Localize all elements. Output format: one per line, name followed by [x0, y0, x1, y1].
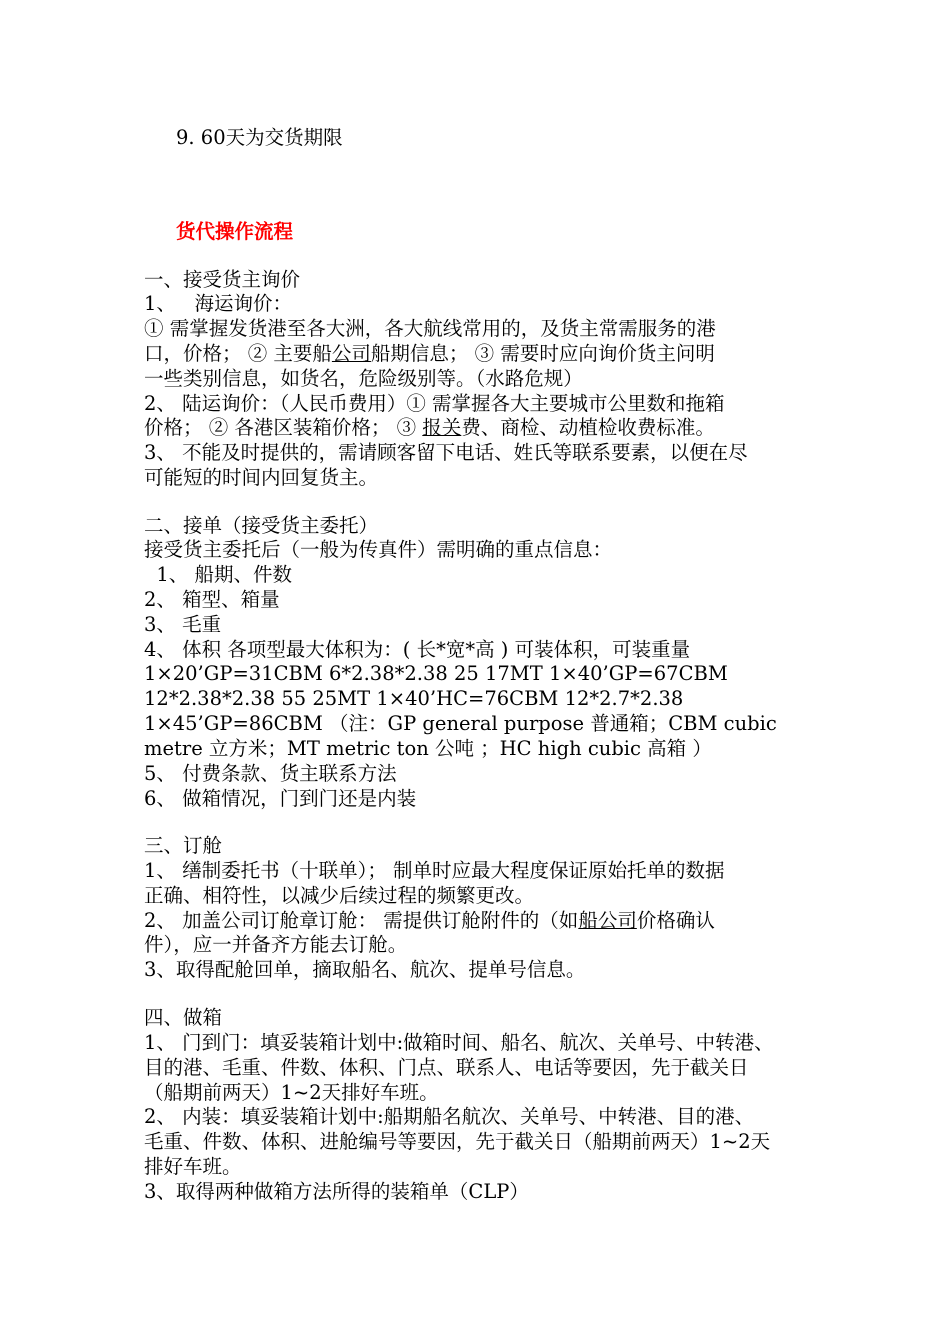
text-span: 价格； ② 各港区装箱价格； ③ — [144, 416, 423, 439]
list-item: 3、 毛重 — [144, 613, 222, 636]
text-span: 口，价格； ② 主要船 — [144, 342, 332, 365]
paragraph-line: 目的港、毛重、件数、体积、门点、联系人、电话等要因，先于截关日 — [144, 1056, 749, 1079]
list-item-9: 9. 60天为交货期限 — [176, 126, 343, 149]
paragraph-line — [144, 342, 715, 366]
paragraph-line: 3、取得配舱回单，摘取船名、航次、提单号信息。 — [144, 958, 586, 981]
list-item: 2、 箱型、箱量 — [144, 588, 280, 611]
paragraph-line: 1×20’GP=31CBM 6*2.38*2.38 25 17MT 1×40’GP=67CBM — [144, 662, 728, 685]
paragraph-line — [144, 416, 715, 440]
document-title: 货代操作流程 — [176, 220, 294, 243]
section-heading-3: 三、订舱 — [144, 834, 223, 857]
paragraph-line: 1×45’GP=86CBM （注：GP general purpose 普通箱；CBM cubic — [144, 712, 777, 735]
paragraph-line: 1、 门到门：填妥装箱计划中:做箱时间、船名、航次、关单号、中转港、 — [144, 1031, 774, 1054]
paragraph-line: 一些类别信息，如货名，危险级别等。（水路危规） — [144, 367, 583, 390]
text-span: 船期信息； ③ 需要时应向询价货主问明 — [370, 342, 715, 365]
paragraph-line: ① 需掌握发货港至各大洲，各大航线常用的，及货主常需服务的港 — [144, 317, 716, 340]
paragraph-line — [144, 909, 715, 933]
list-item: 4、 体积 各项型最大体积为：( 长*宽*高 ) 可装体积，可装重量 — [144, 638, 691, 661]
paragraph-line: 接受货主委托后（一般为传真件）需明确的重点信息： — [144, 538, 613, 561]
paragraph-line: 正确、相符性，以减少后续过程的频繁更改。 — [144, 884, 535, 907]
text-span: 2、 加盖公司订舱章订舱： 需提供订舱附件的（如 — [144, 909, 579, 932]
paragraph-line: 12*2.38*2.38 55 25MT 1×40’HC=76CBM 12*2.7*2.38 — [144, 687, 684, 710]
paragraph-line: 2、 陆运询价：（人民币费用）① 需掌握各大主要城市公里数和拖箱 — [144, 392, 725, 415]
underlined-term: 报关 — [422, 416, 462, 439]
paragraph-line: 可能短的时间内回复货主。 — [144, 466, 379, 489]
paragraph-line: 1、 缮制委托书（十联单）； 制单时应最大程度保证原始托单的数据 — [144, 859, 725, 882]
list-item: 1、 船期、件数 — [144, 563, 293, 586]
paragraph-line: （船期前两天）1~2天排好车班。 — [144, 1081, 439, 1104]
section-heading-4: 四、做箱 — [144, 1006, 223, 1029]
text-span: 费、商检、动植检收费标准。 — [461, 416, 715, 439]
list-item: 5、 付费条款、货主联系方法 — [144, 762, 397, 785]
paragraph-line: 1、 海运询价： — [144, 292, 293, 315]
list-item: 6、 做箱情况，门到门还是内装 — [144, 787, 417, 810]
section-heading-2: 二、接单（接受货主委托） — [144, 514, 379, 537]
paragraph-line: 排好车班。 — [144, 1155, 242, 1178]
paragraph-line: 3、取得两种做箱方法所得的装箱单（CLP） — [144, 1180, 529, 1203]
paragraph-line: metre 立方米；MT metric ton 公吨 ；HC high cubic 高箱 ） — [144, 737, 712, 760]
paragraph-line: 2、 内装：填妥装箱计划中:船期船名航次、关单号、中转港、目的港、 — [144, 1105, 755, 1128]
underlined-term: 公司 — [331, 342, 371, 365]
paragraph-line: 3、 不能及时提供的，需请顾客留下电话、姓氏等联系要素，以便在尽 — [144, 441, 748, 464]
paragraph-line: 件），应一并备齐方能去订舱。 — [144, 933, 408, 956]
underlined-term: 船公司 — [578, 909, 637, 932]
text-span: 价格确认 — [636, 909, 715, 932]
section-heading-1: 一、接受货主询价 — [144, 268, 301, 291]
paragraph-line: 毛重、件数、体积、进舱编号等要因，先于截关日（船期前两天）1~2天 — [144, 1130, 771, 1153]
